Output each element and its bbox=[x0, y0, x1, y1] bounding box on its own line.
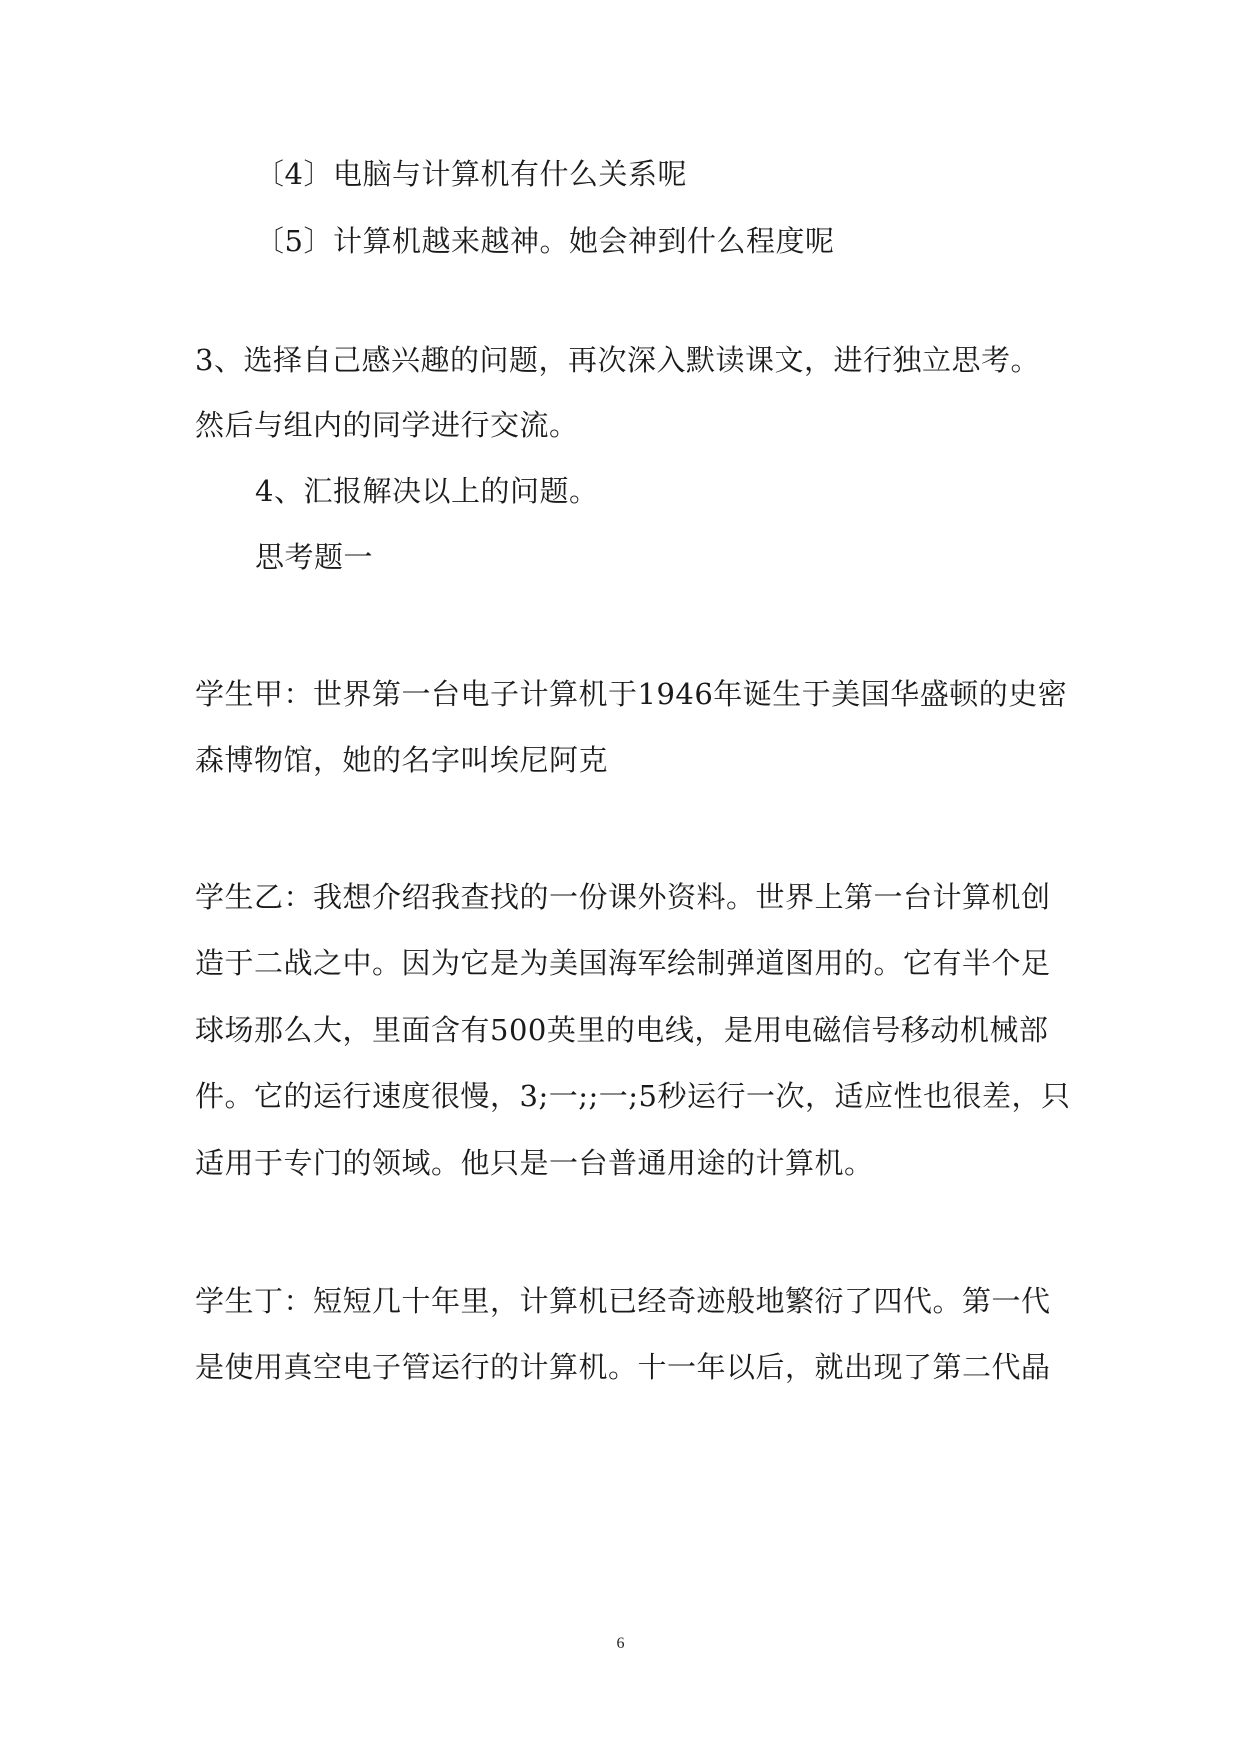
step-3-line-2: 然后与组内的同学进行交流。 bbox=[195, 408, 579, 442]
student-b-line-2: 造于二战之中。因为它是为美国海军绘制弹道图用的。它有半个足 bbox=[195, 946, 1051, 980]
student-d-line-1: 学生丁：短短几十年里，计算机已经奇迹般地繁衍了四代。第一代 bbox=[195, 1284, 1051, 1318]
student-b-line-1: 学生乙：我想介绍我查找的一份课外资料。世界上第一台计算机创 bbox=[195, 880, 1051, 914]
student-b-line-4: 件。它的运行速度很慢，3;一;;一;5秒运行一次，适应性也很差，只 bbox=[195, 1079, 1071, 1113]
student-a-line-2: 森博物馆，她的名字叫埃尼阿克 bbox=[195, 743, 609, 777]
page-number: 6 bbox=[616, 1635, 625, 1652]
question-5-line: 〔5〕计算机越来越神。她会神到什么程度呢 bbox=[255, 224, 835, 258]
step-4-line: 4、汇报解决以上的问题。 bbox=[255, 474, 599, 508]
question-4-line: 〔4〕电脑与计算机有什么关系呢 bbox=[255, 157, 687, 191]
student-d-line-2: 是使用真空电子管运行的计算机。十一年以后，就出现了第二代晶 bbox=[195, 1350, 1051, 1384]
student-b-line-3: 球场那么大，里面含有500英里的电线，是用电磁信号移动机械部 bbox=[195, 1013, 1049, 1047]
student-a-line-1: 学生甲：世界第一台电子计算机于1946年诞生于美国华盛顿的史密 bbox=[195, 677, 1068, 711]
step-3-line-1: 3、选择自己感兴趣的问题，再次深入默读课文，进行独立思考。 bbox=[195, 343, 1040, 377]
thinking-question-heading: 思考题一 bbox=[255, 540, 374, 574]
student-b-line-5: 适用于专门的领域。他只是一台普通用途的计算机。 bbox=[195, 1146, 874, 1180]
